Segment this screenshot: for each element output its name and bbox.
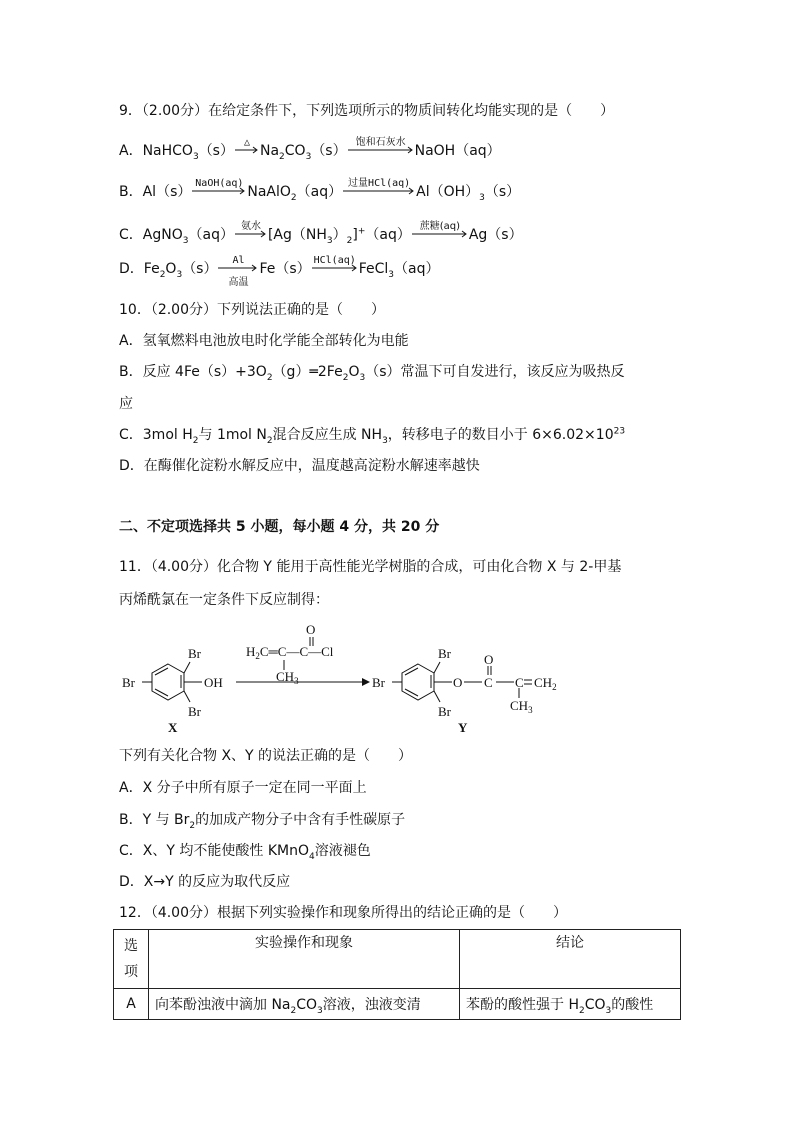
q11-option-a: A．X 分子中所有原子一定在同一平面上 [119,780,367,796]
naoh-arrow: NaOH(aq) [192,186,246,196]
q9-option-a: A．NaHCO$_3$（s） △ $Na_2CO_3(s)$ 饱和石灰水 NaOH（aq） [119,137,501,162]
q10-option-d: D．在酶催化淀粉水解反应中，温度越高淀粉水解速率越快 [119,458,480,474]
header-operation: 实验操作和现象 [149,930,460,989]
q11-option-d: D．X→Y 的反应为取代反应 [119,874,291,890]
q11-stem-2: 丙烯酰氯在一定条件下反应制得： [119,592,329,608]
q10-option-b-cont: 应 [119,396,133,412]
q10-stem: 10．（2.00分）下列说法正确的是（ ） [119,302,385,318]
reaction-scheme [118,618,578,738]
hcl-excess-arrow: 过量HCl(aq) [343,186,415,196]
q9-option-d: D．$Fe_2O_3(s)$ Al 高温 Fe（s） HCl(aq) FeCl$_3$（aq） [119,255,440,288]
sucrose-arrow: 蔗糖(aq) [412,229,468,239]
header-conclusion: 结论 [460,930,681,989]
svg-text:Br: Br [122,675,135,690]
al-high-temp-arrow: Al 高温 [218,263,258,273]
q11-stem-1: 11．（4.00分）化合物 Y 能用于高性能光学树脂的合成，可由化合物 X 与 2-甲基 [119,559,622,575]
svg-text:OH: OH [204,675,223,690]
q10-option-b: B．反应 $4Fe(s)+3O_2(g)═2Fe_2O_3(s)$常温下可自发进行，该反应为吸热反 [119,364,625,383]
heat-arrow: △ [235,145,259,155]
q9-stem: 9．（2.00分）在给定条件下，下列选项所示的物质间转化均能实现的是（ ） [119,103,615,119]
row-operation: 向苯酚浊液中滴加 $Na_2CO_3$溶液，浊液变清 [149,989,460,1020]
svg-text:Br: Br [438,704,451,719]
table-header-row [114,930,681,989]
svg-text:O: O [484,652,494,667]
svg-text:C: C [484,675,493,690]
svg-text:Y: Y [458,720,468,735]
svg-text:Br: Br [188,646,201,661]
svg-text:X: X [168,720,178,735]
q10-option-c: C．3mol $H_2$与 1mol $N_2$混合反应生成 $NH_3$，转移电子的数目小于 $6\times 6.02\times 10^{23}$ [119,426,626,446]
reagent-o: O [306,622,316,637]
q11-option-c: C．X、Y 均不能使酸性 KMnO$_4$溶液褪色 [119,843,371,862]
lime-water-arrow: 饱和石灰水 [348,145,414,155]
q10-option-a: A．氢氧燃料电池放电时化学能全部转化为电能 [119,333,409,349]
hcl-arrow: HCl(aq) [312,263,358,273]
row-option: A [114,989,149,1020]
svg-text:CH2: $CH_2$ [534,675,557,692]
reagent-ch3: $CH_3$ [276,669,299,686]
ammonia-arrow: 氨水 [235,229,267,239]
svg-text:Br: Br [188,704,201,719]
q11-question: 下列有关化合物 X、Y 的说法正确的是（ ） [119,748,413,764]
row-conclusion: 苯酚的酸性强于 $H_2CO_3$的酸性 [460,989,681,1020]
svg-text:C: C [515,675,524,690]
table-row [114,989,681,1020]
svg-text:Br: Br [372,675,385,690]
svg-text:CH3: $CH_3$ [510,698,533,715]
header-option: 选 项 [114,930,149,989]
section-heading: 二、不定项选择共 5 小题，每小题 4 分，共 20 分 [119,519,440,535]
svg-text:O: O [453,675,463,690]
q12-stem: 12．（4.00分）根据下列实验操作和现象所得出的结论正确的是（ ） [119,905,567,921]
q11-option-b: B．Y 与 $Br_2$的加成产物分子中含有手性碳原子 [119,812,406,831]
reagent-h2c: $H_2C═C—C—Cl$ [246,644,334,661]
q9-option-b: B．Al（s） NaOH(aq) NaAlO$_2$（aq） 过量HCl(aq) $Al(OH)_3(s)$ [119,178,521,203]
q12-table [113,929,681,1020]
q9-option-c: C．AgNO$_3$（aq） 氨水 $[Ag(NH_3)_2]^+(aq)$ 蔗糖(aq) Ag（s） [119,221,523,246]
svg-text:Br: Br [438,646,451,661]
molecule-x [142,662,202,702]
